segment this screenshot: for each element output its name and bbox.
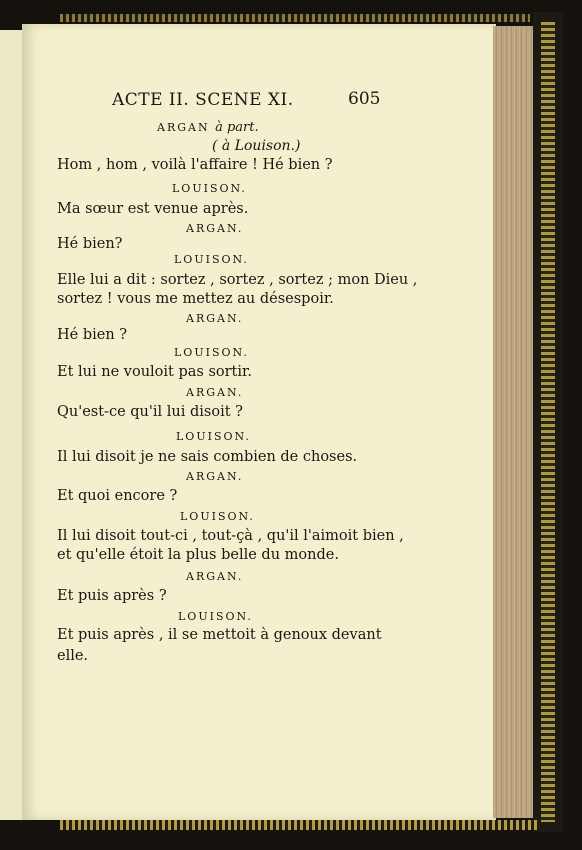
facing-page-edge	[0, 30, 23, 820]
speaker-label: LOUISON.	[174, 346, 249, 359]
dialogue-line: Hom , hom , voilà l'affaire ! Hé bien ?	[57, 157, 333, 173]
speaker-label: LOUISON.	[178, 610, 253, 623]
dialogue-line: Et quoi encore ?	[57, 488, 178, 504]
speaker-label: LOUISON.	[180, 510, 255, 523]
dialogue-line: Et puis après , il se mettoit à genoux devant	[57, 627, 382, 643]
speaker-label: ARGAN.	[186, 570, 244, 583]
dialogue-line: Elle lui a dit : sortez , sortez , sortez ; mon Dieu ,	[57, 272, 418, 288]
dialogue-line: et qu'elle étoit la plus belle du monde.	[57, 547, 339, 563]
page-number: 605	[348, 89, 381, 109]
page-fore-edge	[493, 26, 533, 818]
dialogue-line: Ma sœur est venue après.	[57, 201, 249, 217]
speaker-label: LOUISON.	[174, 253, 249, 266]
speaker-label: ARGAN.	[186, 222, 244, 235]
speaker-label: ARGAN à part.	[157, 120, 259, 135]
dialogue-line: Et puis après ?	[57, 588, 167, 604]
binding-bottom-edge	[60, 820, 540, 830]
speaker-label: ARGAN.	[186, 386, 244, 399]
speaker-label: ARGAN.	[186, 312, 244, 325]
stage-direction: ( à Louison.)	[212, 138, 301, 154]
dialogue-line: Il lui disoit tout-ci , tout-çà , qu'il l'aimoit bien ,	[57, 528, 404, 544]
dialogue-line: Il lui disoit je ne sais combien de choses.	[57, 449, 358, 465]
binding-top-edge	[60, 14, 530, 22]
dialogue-line: elle.	[57, 648, 89, 664]
dialogue-line: sortez ! vous me mettez au désespoir.	[57, 291, 334, 307]
speaker-label: ARGAN.	[186, 470, 244, 483]
running-header: ACTE II. SCENE XI.	[112, 90, 294, 110]
speaker-label: LOUISON.	[176, 430, 251, 443]
dialogue-line: Qu'est-ce qu'il lui disoit ?	[57, 404, 243, 420]
dialogue-line: Hé bien ?	[57, 327, 128, 343]
gilt-border-decoration	[541, 22, 555, 822]
speaker-label: LOUISON.	[172, 182, 247, 195]
dialogue-line: Hé bien?	[57, 236, 123, 252]
dialogue-line: Et lui ne vouloit pas sortir.	[57, 364, 252, 380]
